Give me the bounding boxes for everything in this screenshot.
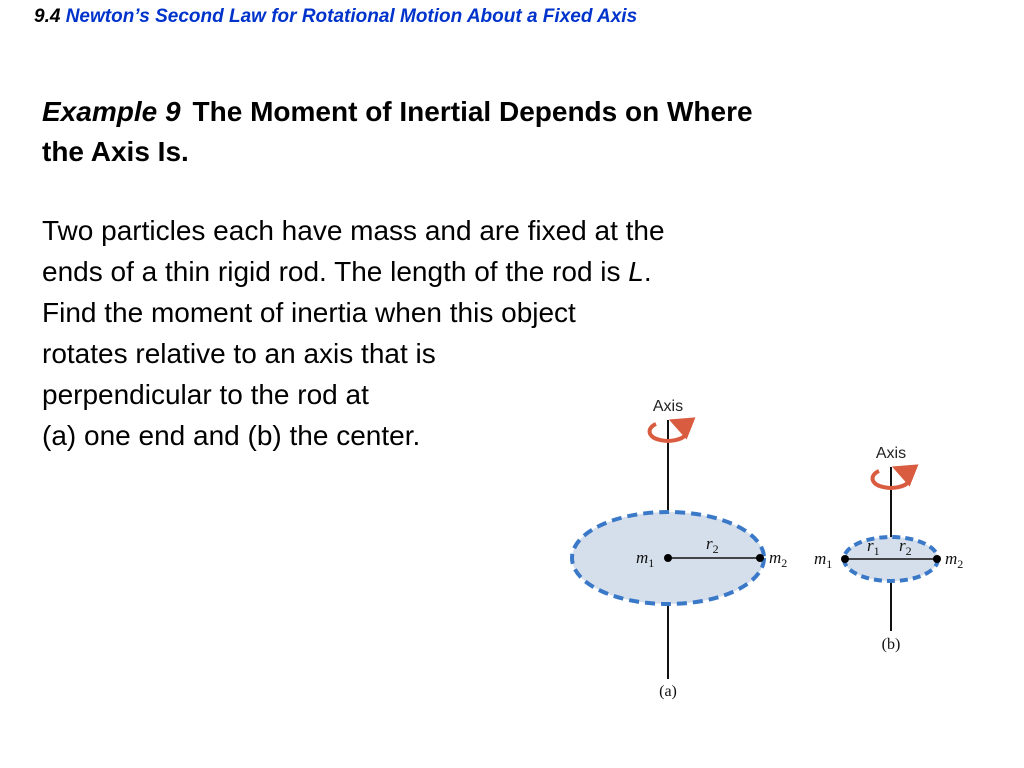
problem-line-1: Two particles each have mass and are fixed at the [42,215,665,246]
problem-line-6: (a) one end and (b) the center. [42,420,421,451]
axis-label-b: Axis [875,445,907,462]
mass-2-point-b [933,555,941,563]
mass-1-point-a [664,554,672,562]
example-title [42,92,942,172]
figure-a [572,398,787,700]
figure-caption-b: (b) [881,636,901,653]
problem-line-2 [42,251,665,292]
radius-2-label-b: $r_2$ [899,536,912,558]
problem-line-3: Find the moment of inertia when this object [42,297,576,328]
problem-line-2-end: . [643,256,652,287]
mass-1-label-a: $m_1$ [636,548,655,570]
section-number: 9.4 [34,6,61,27]
radius-label-a: $r_2$ [706,534,719,556]
mass-2-label-a: $m_2$ [769,548,788,570]
problem-line-5: perpendicular to the rod at [42,379,369,410]
figure-caption-a: (a) [659,683,677,700]
example-title-line1: The Moment of Inertial Depends on Where [192,96,753,127]
mass-2-label-b: $m_2$ [945,549,964,571]
problem-line-2-start: ends of a thin rigid rod. The length of the rod is [42,256,629,287]
example-label: Example 9 [42,96,181,127]
example-title-line2: the Axis Is. [42,136,189,167]
figure-b [814,445,963,653]
radius-1-label-b: $r_1$ [867,536,880,558]
mass-1-point-b [841,555,849,563]
section-title: Newton’s Second Law for Rotational Motion About a Fixed Axis [65,6,638,27]
mass-1-label-b: $m_1$ [814,549,833,571]
rotation-axes-figure [560,385,1000,715]
axis-label-a: Axis [652,398,684,415]
mass-2-point-a [756,554,764,562]
section-header [34,6,637,28]
problem-line-4: rotates relative to an axis that is [42,338,436,369]
rod-length-variable: L [628,256,644,287]
